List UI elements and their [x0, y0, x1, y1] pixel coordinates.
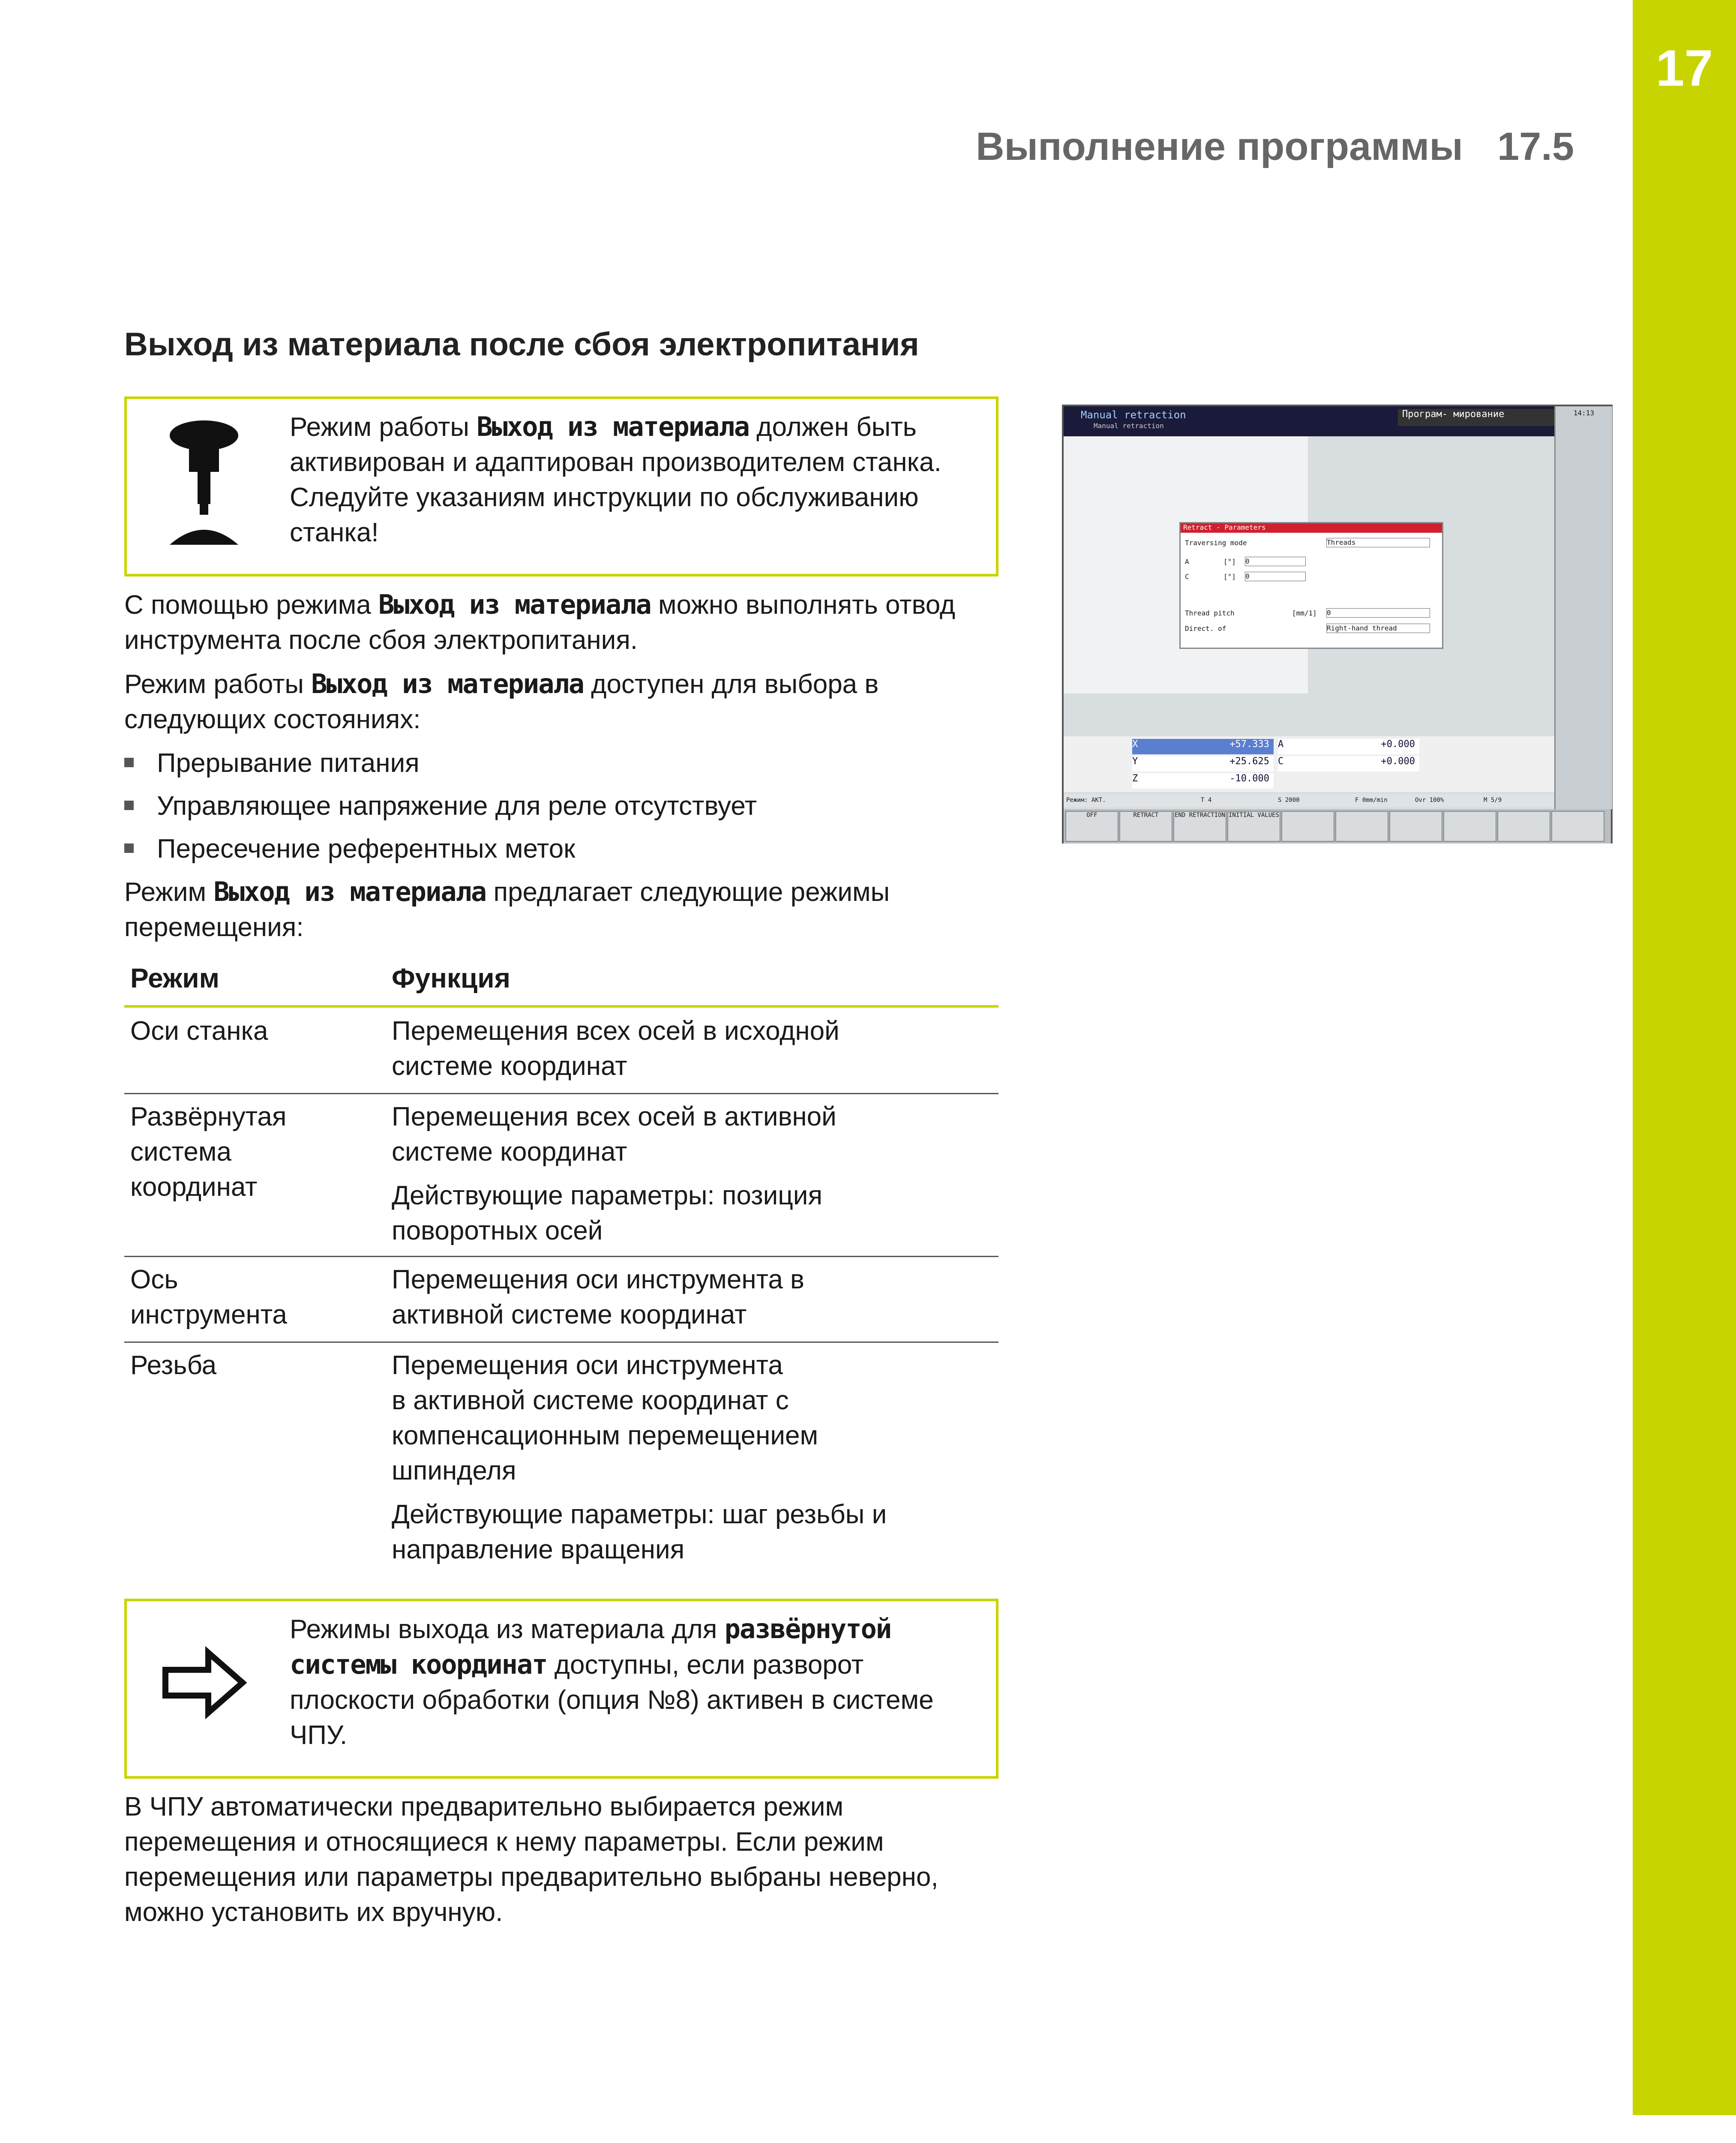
list-item: Прерывание питания	[124, 746, 420, 781]
info-note-box	[124, 1599, 998, 1779]
c-input[interactable]: 0	[1245, 572, 1306, 581]
softkey-empty[interactable]	[1389, 811, 1442, 842]
direction-select[interactable]: Right-hand thread	[1326, 624, 1430, 633]
header-title: Выполнение программы	[976, 125, 1463, 168]
softkey-empty[interactable]	[1551, 811, 1604, 842]
table-row-function: Перемещения всех осей в активной системе координат Действующие параметры: позиция поворотных осей	[392, 1102, 837, 1246]
retract-parameters-dialog	[1179, 522, 1443, 649]
table-row-mode: Развёрнутая система координат	[130, 1102, 287, 1202]
screen-time: 14:13	[1573, 409, 1595, 417]
screen-titlebar	[1064, 406, 1554, 436]
machine-note-text: Режим работы Выход из материала должен быть активирован и адаптирован производителем станка. Следуйте указаниям инструкции по обслуживанию станка!	[290, 411, 941, 547]
table-header-function: Функция	[392, 963, 510, 993]
arrow-right-icon	[161, 1644, 247, 1721]
softkey-bar	[1064, 809, 1611, 843]
pos-a: A +0.000	[1278, 739, 1419, 754]
right-status-bar	[1554, 406, 1612, 809]
table-header-mode: Режим	[130, 963, 219, 993]
chapter-number: 17	[1655, 39, 1713, 97]
modes-table	[124, 962, 998, 1575]
list-item: Пересечение референтных меток	[124, 831, 575, 867]
pos-x: X +57.333	[1132, 739, 1274, 754]
table-row-mode: Оси станка	[130, 1016, 268, 1046]
section-title: Выход из материала после сбоя электропитания	[124, 326, 919, 363]
table-row-mode: Ось инструмента	[130, 1265, 287, 1330]
thread-pitch-input[interactable]: 0	[1326, 608, 1430, 618]
dialog-title: Retract - Parameters	[1181, 523, 1442, 533]
field-label: Traversing mode	[1185, 539, 1247, 547]
list-item: Управляющее напряжение для реле отсутствует	[124, 789, 757, 824]
header-section: 17.5	[1497, 125, 1574, 168]
field-label: C	[1185, 573, 1189, 581]
row-divider	[124, 1256, 998, 1257]
row-divider	[124, 1342, 998, 1343]
field-label: Thread pitch	[1185, 609, 1235, 617]
softkey-empty[interactable]	[1335, 811, 1388, 842]
softkey-empty[interactable]	[1497, 811, 1550, 842]
screen-title: Manual retraction	[1081, 409, 1186, 421]
field-unit: [°]	[1223, 558, 1236, 566]
table-row-function: Перемещения оси инструмента в активной системе координат	[392, 1265, 804, 1330]
info-note-text: Режимы выхода из материала для развёрнутой системы координат доступны, если разворот плоскости обработки (опция №8) активен в системе ЧПУ.	[290, 1613, 934, 1750]
softkey-empty[interactable]	[1281, 811, 1334, 842]
pos-y: Y +25.625	[1132, 756, 1274, 771]
table-row-function: Перемещения оси инструмента в активной системе координат с компенсационным перемещением шпинделя Действующие параметры: шаг резьбы и направление вращения	[392, 1351, 887, 1564]
paragraph-1: С помощью режима Выход из материала можно выполнять отвод инструмента после сбоя электропитания.	[124, 589, 956, 655]
paragraph-4: В ЧПУ автоматически предварительно выбирается режим перемещения и относящиеся к нему параметры. Если режим перемещения или параметры предварительно выбраны неверно, можно установить их вручную.	[124, 1792, 938, 1927]
softkey-initial-values[interactable]: INITIAL VALUES	[1227, 811, 1280, 842]
softkey-end-retraction[interactable]: END RETRACTION	[1173, 811, 1226, 842]
paragraph-2: Режим работы Выход из материала доступен для выбора в следующих состояниях:	[124, 668, 879, 734]
softkey-empty[interactable]	[1443, 811, 1496, 842]
status-line: Режим: АКТ. T 4 S 2000 F 0mm/min Ovr 100% M 5/9	[1064, 794, 1554, 807]
running-header	[976, 124, 1574, 169]
position-display	[1064, 736, 1554, 792]
machine-note-box	[124, 396, 998, 576]
pos-c: C +0.000	[1278, 756, 1419, 771]
paragraph-3: Режим Выход из материала предлагает следующие режимы перемещения:	[124, 876, 890, 942]
field-label: A	[1185, 558, 1189, 566]
chapter-tab	[1633, 0, 1736, 2115]
softkey-retract[interactable]: RETRACT	[1119, 811, 1172, 842]
screen-subtitle: Manual retraction	[1094, 422, 1164, 430]
a-input[interactable]: 0	[1245, 557, 1306, 566]
traversing-mode-select[interactable]: Threads	[1326, 538, 1430, 547]
field-unit: [°]	[1223, 573, 1236, 581]
machine-note-icon	[165, 416, 243, 553]
table-row-function: Перемещения всех осей в исходной системе координат	[392, 1016, 840, 1081]
field-unit: [mm/1]	[1292, 609, 1317, 617]
tnc-screenshot	[1062, 405, 1613, 843]
softkey-off[interactable]: OFF	[1065, 811, 1118, 842]
table-row-mode: Резьба	[130, 1351, 217, 1380]
field-label: Direct. of	[1185, 624, 1226, 633]
pos-z: Z -10.000	[1132, 773, 1274, 789]
header-rule	[124, 1005, 998, 1008]
row-divider	[124, 1093, 998, 1094]
screen-mode: Програм- мирование	[1398, 409, 1556, 426]
